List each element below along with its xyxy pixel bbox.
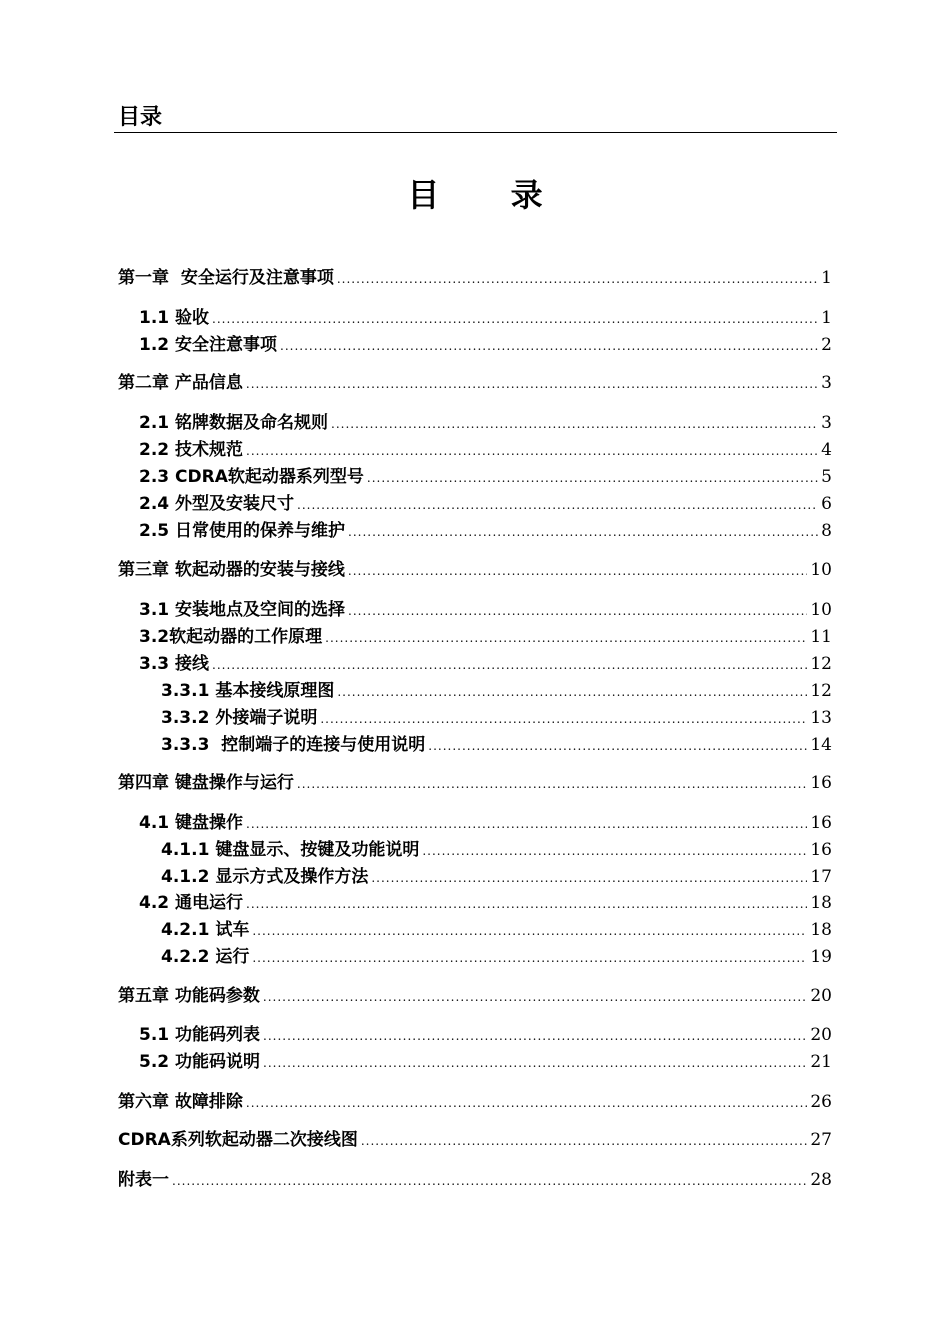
toc-entry-chapter-4[interactable] <box>118 771 832 795</box>
toc-entry-page: 12 <box>810 654 832 674</box>
toc-entry-label: 4.1.1 键盘显示、按键及功能说明 <box>161 840 420 860</box>
dot-leader <box>337 267 818 291</box>
toc-entry-page: 2 <box>821 335 832 355</box>
dot-leader <box>280 334 818 358</box>
toc-entry-page: 28 <box>810 1170 832 1190</box>
toc-entry-label: 3.2软起动器的工作原理 <box>139 627 323 647</box>
toc-entry-4-1-1[interactable] <box>118 838 832 862</box>
toc-entry-page: 26 <box>810 1092 832 1112</box>
toc-entry-page: 10 <box>810 600 832 620</box>
dot-leader <box>297 493 818 517</box>
dot-leader <box>246 892 807 916</box>
page-title: 目 录 <box>407 176 573 214</box>
dot-leader <box>337 680 807 704</box>
toc-entry-page: 17 <box>810 867 832 887</box>
toc-entry-4-1[interactable] <box>118 811 832 835</box>
dot-leader <box>367 466 818 490</box>
toc-entry-label: 1.1 验收 <box>139 308 210 328</box>
toc-entry-page: 11 <box>810 627 832 647</box>
toc-entry-5-1[interactable] <box>118 1023 832 1047</box>
toc-entry-label: 2.2 技术规范 <box>139 440 244 460</box>
toc-entry-label: 3.1 安装地点及空间的选择 <box>139 600 346 620</box>
dot-leader <box>252 919 807 943</box>
dot-leader <box>297 772 807 796</box>
toc-entry-label: CDRA系列软起动器二次接线图 <box>118 1130 358 1150</box>
toc-entry-3-3[interactable] <box>118 652 832 676</box>
toc-entry-chapter-1[interactable] <box>118 266 832 290</box>
dot-leader <box>325 626 807 650</box>
toc-entry-4-2-2[interactable] <box>118 945 832 969</box>
toc-entry-label: 2.4 外型及安装尺寸 <box>139 494 295 514</box>
toc-entry-page: 12 <box>810 681 832 701</box>
toc-entry-label: 1.2 安全注意事项 <box>139 335 278 355</box>
dot-leader <box>246 812 807 836</box>
toc-entry-label: 4.1.2 显示方式及操作方法 <box>161 867 369 887</box>
toc-entry-page: 6 <box>821 494 832 514</box>
toc-entry-label: 3.3.1 基本接线原理图 <box>161 681 335 701</box>
dot-leader <box>263 985 807 1009</box>
toc-entry-label: 第一章 安全运行及注意事项 <box>118 268 334 288</box>
dot-leader <box>212 307 818 331</box>
toc-entry-page: 16 <box>810 813 832 833</box>
dot-leader <box>348 599 807 623</box>
toc-entry-wiring-diagram[interactable] <box>118 1128 832 1152</box>
dot-leader <box>263 1051 807 1075</box>
dot-leader <box>348 559 807 583</box>
toc-entry-page: 10 <box>810 560 832 580</box>
toc-entry-page: 3 <box>821 373 832 393</box>
toc-entry-page: 14 <box>810 735 832 755</box>
toc-entry-page: 8 <box>821 521 832 541</box>
toc-entry-page: 21 <box>810 1052 832 1072</box>
toc-entry-page: 18 <box>810 893 832 913</box>
running-header: 目录 <box>118 105 163 130</box>
toc-entry-4-2[interactable] <box>118 891 832 915</box>
toc-entry-page: 3 <box>821 413 832 433</box>
toc-entry-label: 4.2.2 运行 <box>161 947 250 967</box>
toc-entry-label: 第二章 产品信息 <box>118 373 243 393</box>
dot-leader <box>246 1091 807 1115</box>
toc-entry-page: 18 <box>810 920 832 940</box>
toc-entry-appendix-1[interactable] <box>118 1168 832 1192</box>
toc-entry-page: 16 <box>810 773 832 793</box>
dot-leader <box>263 1024 807 1048</box>
toc-entry-2-4[interactable] <box>118 492 832 516</box>
toc-entry-page: 20 <box>810 1025 832 1045</box>
toc-entry-page: 4 <box>821 440 832 460</box>
toc-entry-label: 第四章 键盘操作与运行 <box>118 773 294 793</box>
toc-entry-label: 附表一 <box>118 1170 169 1190</box>
toc-entry-1-2[interactable] <box>118 333 832 357</box>
toc-entry-chapter-5[interactable] <box>118 984 832 1008</box>
toc-entry-2-2[interactable] <box>118 438 832 462</box>
toc-entry-4-2-1[interactable] <box>118 918 832 942</box>
dot-leader <box>361 1129 808 1153</box>
toc-entry-label: 第五章 功能码参数 <box>118 986 260 1006</box>
dot-leader <box>246 439 818 463</box>
toc-entry-3-3-2[interactable] <box>118 706 832 730</box>
toc-entry-chapter-2[interactable] <box>118 371 832 395</box>
table-of-contents <box>118 0 832 1344</box>
toc-entry-page: 27 <box>810 1130 832 1150</box>
dot-leader <box>428 734 807 758</box>
toc-entry-1-1[interactable] <box>118 306 832 330</box>
dot-leader <box>422 839 807 863</box>
toc-entry-3-1[interactable] <box>118 598 832 622</box>
toc-entry-label: 4.2 通电运行 <box>139 893 244 913</box>
dot-leader <box>252 946 807 970</box>
toc-entry-label: 3.3.3 控制端子的连接与使用说明 <box>161 735 426 755</box>
toc-entry-label: 4.2.1 试车 <box>161 920 250 940</box>
dot-leader <box>246 372 818 396</box>
toc-entry-label: 3.3.2 外接端子说明 <box>161 708 318 728</box>
toc-entry-page: 16 <box>810 840 832 860</box>
dot-leader <box>212 653 807 677</box>
toc-entry-label: 3.3 接线 <box>139 654 210 674</box>
toc-entry-5-2[interactable] <box>118 1050 832 1074</box>
toc-entry-label: 2.5 日常使用的保养与维护 <box>139 521 346 541</box>
toc-entry-page: 5 <box>821 467 832 487</box>
dot-leader <box>331 412 818 436</box>
dot-leader <box>348 520 818 544</box>
toc-entry-chapter-6[interactable] <box>118 1090 832 1114</box>
toc-entry-label: 2.1 铭牌数据及命名规则 <box>139 413 329 433</box>
toc-entry-page: 19 <box>810 947 832 967</box>
toc-entry-label: 第三章 软起动器的安装与接线 <box>118 560 345 580</box>
toc-entry-chapter-3[interactable] <box>118 558 832 582</box>
toc-entry-page: 13 <box>810 708 832 728</box>
toc-entry-4-1-2[interactable] <box>118 865 832 889</box>
dot-leader <box>172 1169 807 1193</box>
toc-entry-3-2[interactable] <box>118 625 832 649</box>
toc-entry-page: 1 <box>821 268 832 288</box>
toc-entry-2-5[interactable] <box>118 519 832 543</box>
toc-entry-page: 20 <box>810 986 832 1006</box>
toc-entry-label: 5.2 功能码说明 <box>139 1052 261 1072</box>
toc-entry-label: 2.3 CDRA软起动器系列型号 <box>139 467 364 487</box>
toc-entry-3-3-1[interactable] <box>118 679 832 703</box>
toc-entry-2-3[interactable] <box>118 465 832 489</box>
toc-entry-3-3-3[interactable] <box>118 733 832 757</box>
dot-leader <box>320 707 807 731</box>
toc-entry-2-1[interactable] <box>118 411 832 435</box>
dot-leader <box>371 866 807 890</box>
toc-entry-label: 第六章 故障排除 <box>118 1092 243 1112</box>
toc-entry-page: 1 <box>821 308 832 328</box>
toc-entry-label: 5.1 功能码列表 <box>139 1025 261 1045</box>
toc-entry-label: 4.1 键盘操作 <box>139 813 244 833</box>
